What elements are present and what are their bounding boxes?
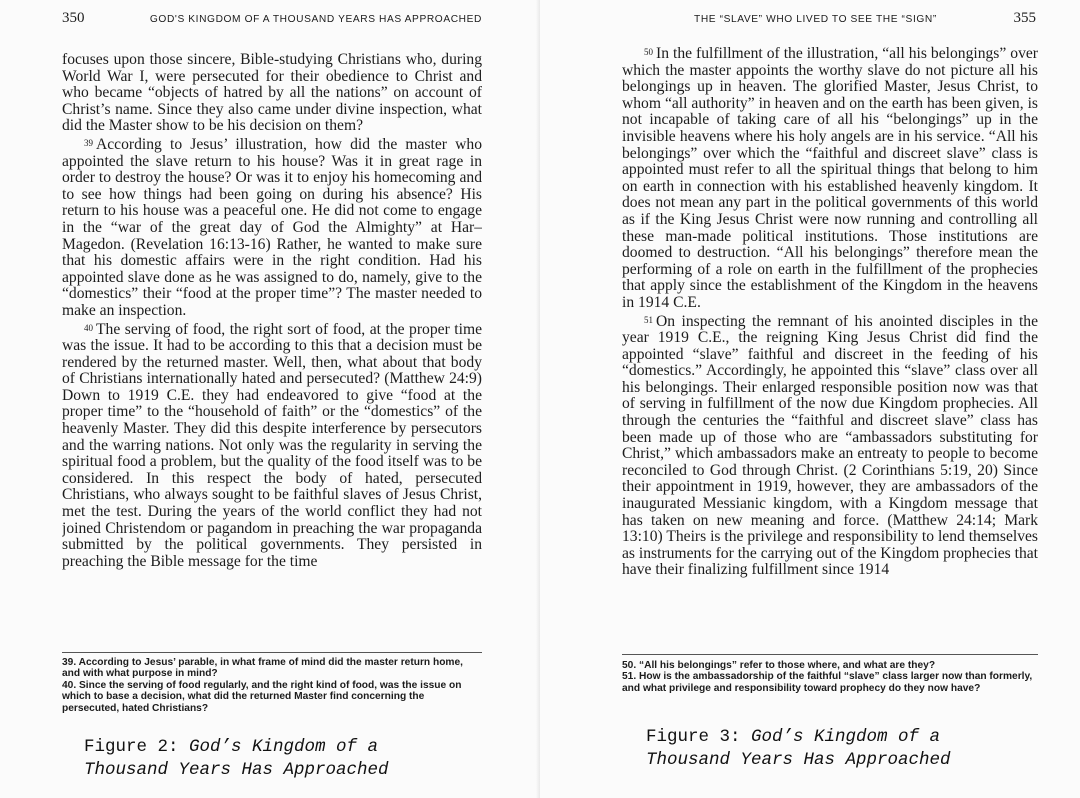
caption-title: God’s Kingdom of a [189,737,379,757]
footnote: 39. According to Jesus’ parable, in what frame of mind did the master return home, and with what purpose in mind? [62,657,463,680]
page-number: 350 [62,10,85,26]
footnotes [62,657,482,714]
right-page [540,0,1080,798]
page-header [694,10,1036,34]
footnotes [622,660,1038,694]
paragraph-number: 51 [644,314,653,325]
paragraph: 50 In the fulfillment of the illustration, “all his belongings” over which the master appoints the worthy slave do not picture all his belongings up in heaven. The glorified Master, Jesus Christ, to whom “all authority” in heaven and on the earth has been given, is not incapable of taking care of all his “belongings” up in the invisible heavens where his holy angels are in his service. “All his belongings” over which the “faithful and discreet slave” class is appointed must refer to all the spiritual things that belong to him on earth in connection with his established heavenly kingdom. It does not mean any part in the political governments of this world as if the King Jesus Christ were now running and controlling all these man-made political institutions. Those institutions are doomed to destruction. “All his belongings” therefore mean the performing of a role on earth in the fulfillment of the prophecies that apply since the establishment of the Kingdom in the heavens in 1914 C.E. [622,45,1038,311]
running-title: THE “SLAVE” WHO LIVED TO SEE THE “SIGN” [694,14,937,25]
footnote: 51. How is the ambassadorship of the faithful “slave” class larger now than formerly, and what privilege and responsibility toward prophecy do they now have? [622,671,1033,694]
paragraph: focuses upon those sincere, Bible-studying Christians who, during World War I, were persecuted for their obedience to Christ and who became “objects of hatred by all the nations” on account of Christ’s name. Since they also came under divine inspection, what did the Master show to be his decision on them? [62,52,482,135]
body-text [622,44,1038,648]
figure-caption [646,726,951,772]
paragraph-number: 39 [84,137,93,148]
paragraph: 39 According to Jesus’ illustration, how did the master who appointed the slave return to his house? Was it in great rage in order to destroy the house? Or was it to enjoy his homecoming and to see how things had been going on during his absence? His return to his house was a peaceful one. He did not come to engage in the “war of the great day of God the Almighty” at Har–Magedon. (Revelation 16:13-16) Rather, he wanted to make sure that his domestic affairs were in the right condition. Had his appointed slave done as he was assigned to do, namely, give to the “domestics” their “food at the proper time”? The master needed to make an inspection. [62,135,482,319]
page-header [62,10,482,34]
paragraph-number: 40 [84,322,93,333]
body-text [62,52,482,648]
caption-title-continued: Thousand Years Has Approached [84,760,389,780]
paragraph-number: 50 [644,47,653,57]
figure-caption [84,736,389,782]
footnote-divider [62,652,482,653]
footnote: 50. “All his belongings” refer to those where, and what are they? [622,660,936,671]
running-title: GOD'S KINGDOM OF A THOUSAND YEARS HAS APPROACHED [149,14,482,25]
page-number: 355 [1013,10,1036,26]
footnote-divider [622,654,1038,655]
caption-title: God’s Kingdom of a [751,727,941,747]
caption-title-continued: Thousand Years Has Approached [646,750,951,770]
paragraph: 40 The serving of food, the right sort of food, at the proper time was the issue. It had to be according to this that a decision must be rendered by the returned master. Well, then, what about that body of Christians internationally hated and persecuted? (Matthew 24:9) Down to 1919 C.E. they had endeavored to give “food at the proper time” to the “household of faith” or the “domestics” of the heavenly Master. They did this despite interference by persecutors and the warring nations. Not only was the regularity in serving the spiritual food a problem, but the quality of the food itself was to be considered. In this respect the body of hated, persecuted Christians, who always sought to be faithful slaves of Jesus Christ, met the test. During the years of the world conflict they had not joined Christendom or pagandom in preaching the war propaganda submitted by the political governments. They persisted in preaching the Bible message for the time [62,320,482,570]
footnote: 40. Since the serving of food regularly, and the right kind of food, was the issue on which to base a decision, what did the returned Master find concerning the persecuted, hated Christians? [62,679,462,714]
caption-label: Figure 3: [646,727,752,747]
caption-label: Figure 2: [84,737,190,757]
paragraph: 51 On inspecting the remnant of his anointed disciples in the year 1919 C.E., the reigning King Jesus Christ did find the appointed “slave” faithful and discreet in the feeding of his “domestics.” Accordingly, he appointed this “slave” class over all his belongings. Their enlarged responsible position now was that of serving in fulfillment of the now due Kingdom prophecies. All through the centuries the “faithful and discreet slave” class has been made up of those who are “ambassadors substituting for Christ,” which ambassadors make an entreaty to people to become reconciled to God through Christ. (2 Corinthians 5:19, 20) Since their appointment in 1919, however, they are ambassadors of the inaugurated Messianic kingdom, with a Kingdom message that has taken on new meaning and force. (Matthew 24:14; Mark 13:10) Theirs is the privilege and responsibility to lend themselves as instruments for the carrying out of the Kingdom prophecies that have their finalizing fulfillment since 1914 [622,312,1038,579]
